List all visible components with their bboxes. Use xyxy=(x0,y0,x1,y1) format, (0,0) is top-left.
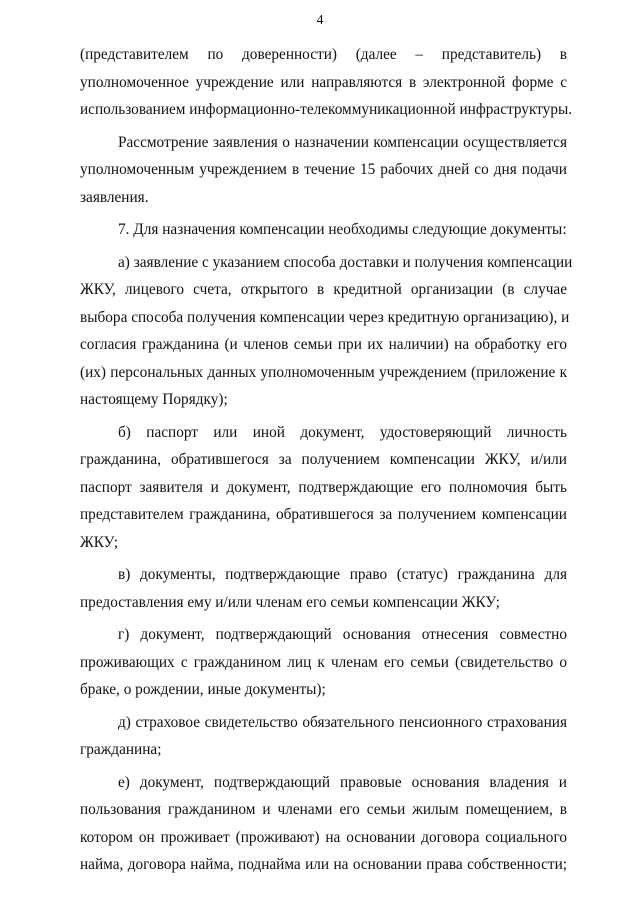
text-line: (представителем по доверенности) (далее – представитель) в xyxy=(80,46,567,63)
text-line: (их) персональных данных уполномоченным учреждением (приложение к xyxy=(80,363,567,381)
text-line: пользования гражданином и членами его семьи жилым помещением, в xyxy=(80,801,567,818)
paragraph-subitem-e xyxy=(80,769,567,879)
text-line: ЖКУ, лицевого счета, открытого в кредитной организации (в случае xyxy=(80,281,567,298)
text-line: Рассмотрение заявления о назначении компенсации осуществляется xyxy=(118,133,567,151)
text-line: г) документ, подтверждающий основания отнесения совместно xyxy=(118,626,567,643)
text-line: д) страховое свидетельство обязательного пенсионного страхования xyxy=(118,713,567,731)
text-line: проживающих с гражданином лиц к членам его семьи (свидетельство о xyxy=(80,653,567,671)
text-line: выбора способа получения компенсации через кредитную организацию), и xyxy=(80,308,570,326)
text-line: уполномоченным учреждением в течение 15 рабочих дней со дня подачи xyxy=(80,161,567,178)
text-line: настоящему Порядку); xyxy=(80,391,228,408)
text-line: ЖКУ; xyxy=(80,533,119,551)
text-line: б) паспорт или иной документ, удостоверяющий личность xyxy=(118,423,567,441)
text-line: заявления. xyxy=(80,188,149,206)
text-line: 7. Для назначения компенсации необходимы следующие документы: xyxy=(118,221,567,238)
text-line: е) документ, подтверждающий правовые основания владения и xyxy=(118,773,567,791)
paragraph-subitem-d xyxy=(80,709,567,764)
page-number: 4 xyxy=(316,13,324,28)
text-line: гражданина; xyxy=(80,741,162,758)
text-line: согласия гражданина (и членов семьи при их наличии) на обработку его xyxy=(80,336,567,353)
paragraph-subitem-a xyxy=(80,249,573,414)
document-body xyxy=(80,41,573,879)
paragraph-subitem-b xyxy=(80,419,567,557)
text-line: а) заявление с указанием способа доставки и получения компенсации xyxy=(118,253,573,271)
text-line: в) документы, подтверждающие право (статус) гражданина для xyxy=(118,566,567,583)
text-line: уполномоченное учреждение или направляются в электронной форме с xyxy=(80,73,567,91)
paragraph-review-period xyxy=(80,129,567,212)
text-line: паспорт заявителя и документ, подтверждающие его полномочия быть xyxy=(80,478,567,496)
text-line: предоставления ему и/или членам его семьи компенсации ЖКУ; xyxy=(80,593,500,611)
text-line: представителем гражданина, обратившегося за получением компенсации xyxy=(80,506,567,523)
paragraph-item-7 xyxy=(80,216,567,244)
text-line: гражданина, обратившегося за получением компенсации ЖКУ, и/или xyxy=(80,451,567,468)
paragraph-subitem-g xyxy=(80,621,567,704)
text-line: котором он проживает (проживают) на основании договора социального xyxy=(80,828,567,846)
paragraph-continuation xyxy=(80,41,573,124)
paragraph-subitem-v xyxy=(80,561,567,616)
text-line: браке, о рождении, иные документы); xyxy=(80,681,326,698)
text-line: найма, договора найма, поднайма или на основании права собственности; xyxy=(80,856,567,873)
text-line: использованием информационно-телекоммуникационной инфраструктуры. xyxy=(80,101,573,118)
